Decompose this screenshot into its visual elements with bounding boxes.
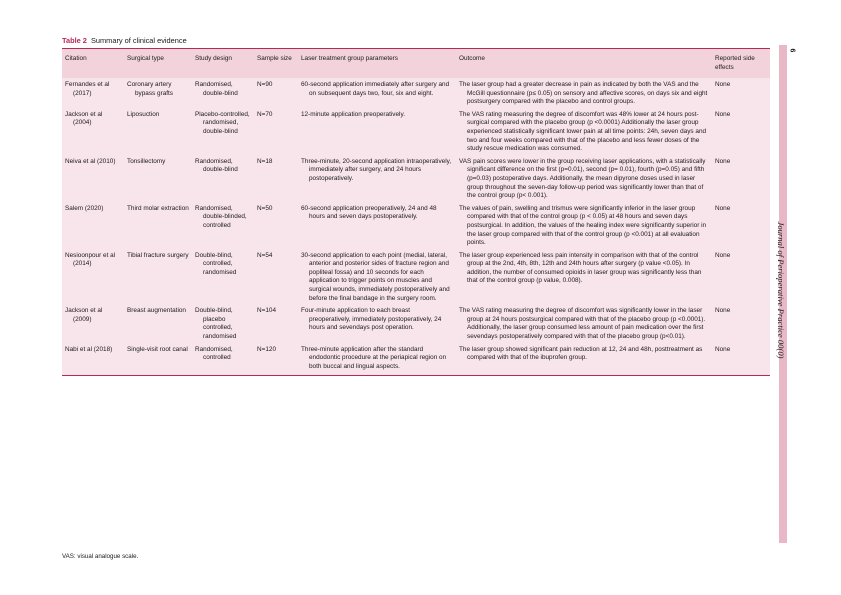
cell-side-effects: None — [712, 202, 770, 249]
cell-outcome: The laser group experienced less pain intensity in comparison with that of the control group at the 2nd, 4th, 8th, 12th and 24th hours after surgery (p value <0.05). In addition, the number of consumed opioids in laser group was significantly less than that of the control group (p value, 0.008). — [456, 249, 712, 305]
cell-laser-parameters: 30-second application to each point (medial, lateral, anterior and posterior sides of fracture region and popliteal fossa) and 10 seconds for each application to trigger points on muscles and surgical wounds, immediately postoperatively and before the final bandage in the surgery room. — [298, 249, 456, 305]
cell-side-effects: None — [712, 343, 770, 376]
cell-citation: Fernandes et al (2017) — [62, 78, 124, 108]
page-number: 6 — [788, 48, 796, 53]
cell-study-design: Randomised, controlled — [192, 343, 254, 376]
table-footnote: VAS: visual analogue scale. — [62, 553, 139, 560]
table-row — [62, 249, 770, 305]
table-caption — [62, 36, 187, 45]
cell-citation: Nesioonpour et al (2014) — [62, 249, 124, 305]
cell-sample-size: N=70 — [254, 108, 298, 155]
cell-study-design: Randomised, double-blind — [192, 155, 254, 202]
cell-citation: Jackson et al (2009) — [62, 304, 124, 342]
cell-side-effects: None — [712, 155, 770, 202]
cell-surgical-type: Single-visit root canal — [124, 343, 192, 376]
cell-laser-parameters: 60-second application immediately after surgery and on subsequent days two, four, six and eight. — [298, 78, 456, 108]
header-citation: Citation — [62, 49, 124, 79]
table-row — [62, 343, 770, 376]
header-surgical-type: Surgical type — [124, 49, 192, 79]
cell-laser-parameters: Three-minute, 20-second application intraoperatively, immediately after surgery, and 24 hours postoperatively. — [298, 155, 456, 202]
cell-study-design: Double-blind, placebo controlled, randomised — [192, 304, 254, 342]
header-outcome: Outcome — [456, 49, 712, 79]
cell-sample-size: N=90 — [254, 78, 298, 108]
cell-laser-parameters: Three-minute application after the standard endodontic procedure at the periapical region on both buccal and lingual aspects. — [298, 343, 456, 376]
header-laser-parameters: Laser treatment group parameters — [298, 49, 456, 79]
header-sample-size: Sample size — [254, 49, 298, 79]
cell-sample-size: N=104 — [254, 304, 298, 342]
table-row — [62, 108, 770, 155]
table-title: Summary of clinical evidence — [90, 36, 187, 45]
cell-citation: Neiva et al (2010) — [62, 155, 124, 202]
cell-study-design: Randomised, double-blinded, controlled — [192, 202, 254, 249]
cell-laser-parameters: Four-minute application to each breast preoperatively, immediately postoperatively, 24 hours and sevendays post operation. — [298, 304, 456, 342]
clinical-evidence-table — [62, 48, 770, 376]
cell-laser-parameters: 12-minute application preoperatively. — [298, 108, 456, 155]
cell-surgical-type: Tonsillectomy — [124, 155, 192, 202]
cell-surgical-type: Third molar extraction — [124, 202, 192, 249]
cell-outcome: The values of pain, swelling and trismus were significantly inferior in the laser group compared with that of the control group (p < 0.05) at 48 hours and seven days postsurgical. In addition, the values of the healing index were significantly superior in the laser group compared with that of the control group (p <0.001) at all evaluation points. — [456, 202, 712, 249]
cell-surgical-type: Tibial fracture surgery — [124, 249, 192, 305]
cell-citation: Nabi et al (2018) — [62, 343, 124, 376]
cell-outcome: VAS pain scores were lower in the group receiving laser applications, with a statistically significant difference on the first (p=0.01), second (p= 0.01), fourth (p=0.05) and fifth (p=0.03) postoperative days. Additionally, the mean dipyrone doses used in laser group throughout the seven-day follow-up period was significantly lower than that of the control group (p< 0.001). — [456, 155, 712, 202]
journal-running-head: Journal of Perioperative Practice 00(0) — [776, 221, 786, 359]
cell-citation: Salem (2020) — [62, 202, 124, 249]
cell-side-effects: None — [712, 108, 770, 155]
cell-laser-parameters: 60-second application preoperatively, 24 and 48 hours and seven days postoperatively. — [298, 202, 456, 249]
cell-outcome: The VAS rating measuring the degree of discomfort was 48% lower at 24 hours post-surgical compared with the placebo group (p <0.0001) Additionally the laser group experienced statistically significant lower pain at all time points: 24h, seven days and two and four weeks compared with that of the placebo and less fewer doses of the study rescue medication was consumed. — [456, 108, 712, 155]
header-study-design: Study design — [192, 49, 254, 79]
table-row — [62, 155, 770, 202]
header-side-effects: Reported side effects — [712, 49, 770, 79]
table-row — [62, 304, 770, 342]
cell-citation: Jackson et al (2004) — [62, 108, 124, 155]
cell-sample-size: N=54 — [254, 249, 298, 305]
cell-sample-size: N=120 — [254, 343, 298, 376]
cell-side-effects: None — [712, 304, 770, 342]
cell-surgical-type: Coronary artery bypass grafts — [124, 78, 192, 108]
cell-sample-size: N=18 — [254, 155, 298, 202]
cell-study-design: Randomised, double-blind — [192, 78, 254, 108]
cell-study-design: Placebo-controlled, randomised, double-blind — [192, 108, 254, 155]
table-label: Table 2 — [62, 36, 87, 45]
cell-outcome: The laser group had a greater decrease in pain as indicated by both the VAS and the McGill questionnaire (p≤ 0.05) on sensory and affective scores, on days six and eight postsurgery compared with the placebo and control groups. — [456, 78, 712, 108]
cell-side-effects: None — [712, 78, 770, 108]
cell-surgical-type: Breast augmentation — [124, 304, 192, 342]
table-header-row — [62, 49, 770, 79]
cell-outcome: The laser group showed significant pain reduction at 12, 24 and 48h, posttreatment as compared with that of the ibuprofen group. — [456, 343, 712, 376]
cell-side-effects: None — [712, 249, 770, 305]
table-row — [62, 202, 770, 249]
cell-surgical-type: Liposuction — [124, 108, 192, 155]
cell-sample-size: N=50 — [254, 202, 298, 249]
table-row — [62, 78, 770, 108]
cell-study-design: Double-blind, controlled, randomised — [192, 249, 254, 305]
cell-outcome: The VAS rating measuring the degree of discomfort was significantly lower in the laser group at 24 hours postsurgical compared with that of the placebo group (p <0.0001). Additionally, the laser group consumed less amount of pain medication over the first sevendays postoperatively compared with that of the placebo group (p<0.01). — [456, 304, 712, 342]
